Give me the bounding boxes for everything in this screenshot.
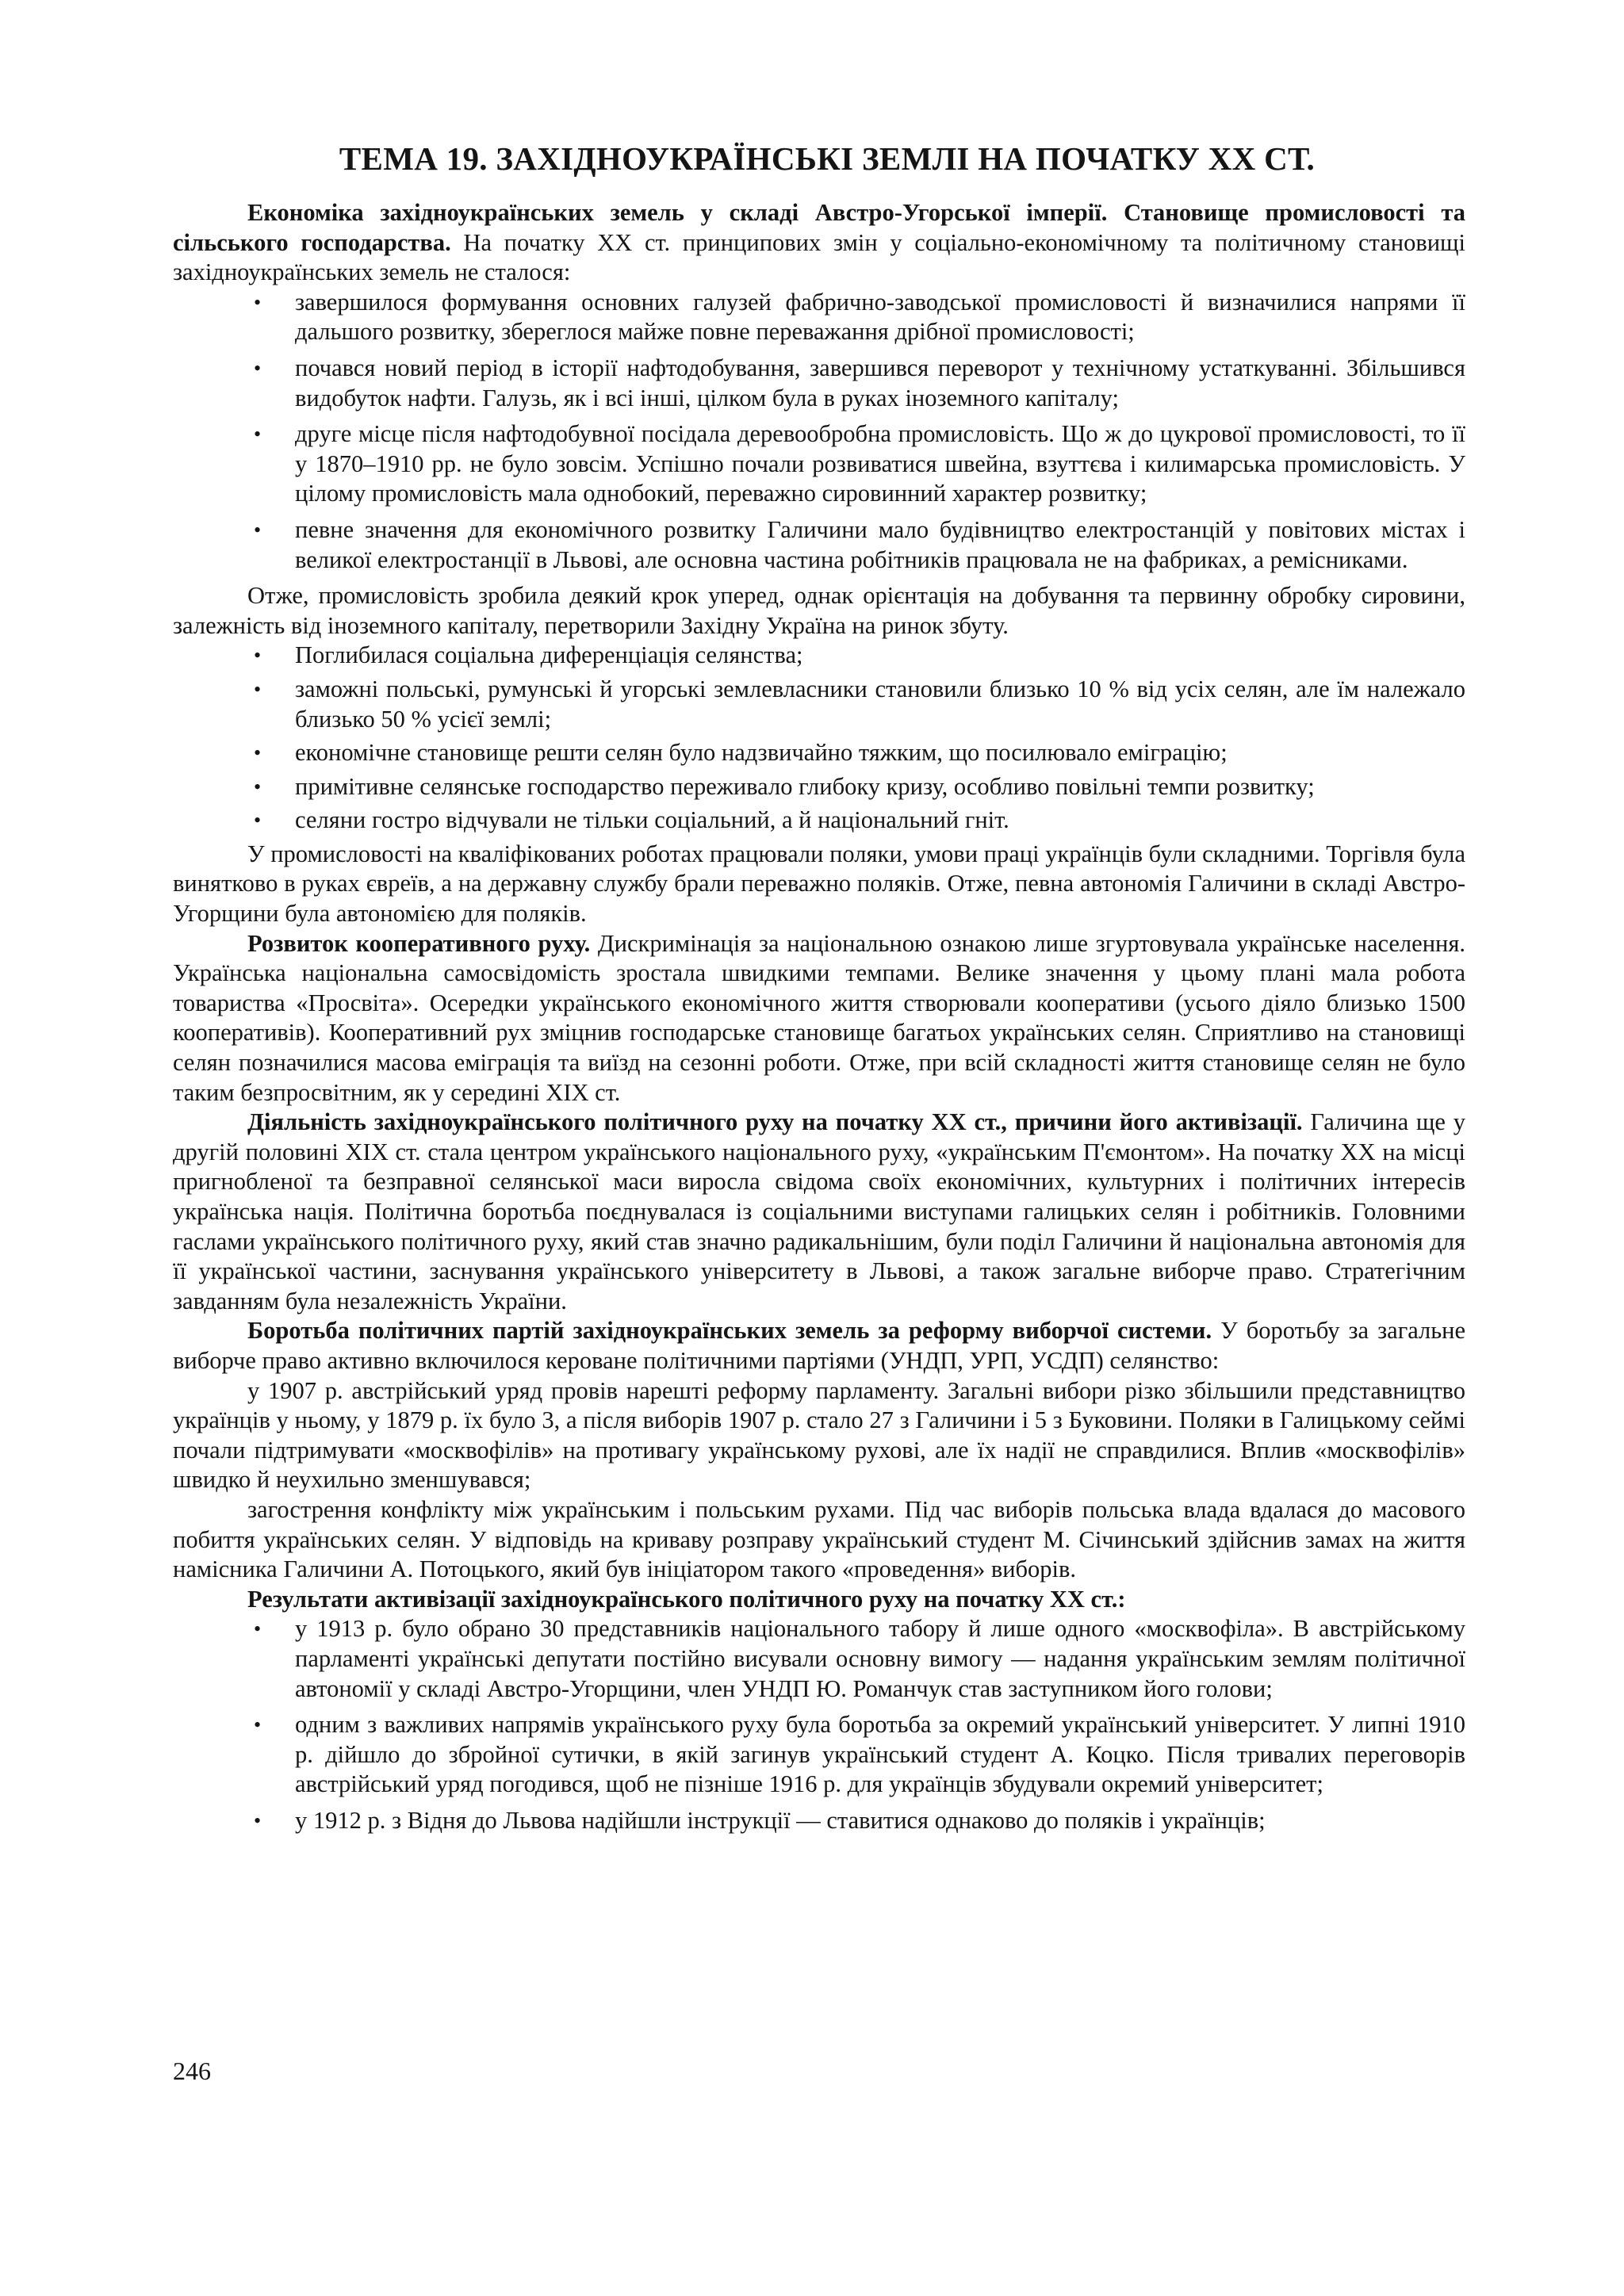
bullet-list-results	[173, 1614, 1465, 1835]
list-item: • Поглибилася соціальна диференціація селянства;	[173, 641, 1465, 671]
section-heading-results: Результати активізації західноукраїнського політичного руху на початку XX ст.:	[247, 1585, 1126, 1613]
list-item: • друге місце після нафтодобувної посідала деревообробна промисловість. Що ж до цукрової промисловості, то її у 1870–1910 рр. не було зовсім. Успішно почали розвиватися швейна, взуттєва і килимарська промисловість. У цілому промисловість мала однобокий, переважно сировинний характер розвитку;	[254, 420, 1465, 507]
bullet-icon: •	[254, 775, 262, 798]
bullet-icon: •	[254, 741, 262, 765]
bullet-icon: •	[254, 1808, 262, 1832]
bullet-icon: •	[254, 356, 262, 380]
list-item: • економічне становище решти селян було надзвичайно тяжким, що посилювало еміграцію;	[173, 738, 1465, 768]
bullet-icon: •	[254, 290, 262, 314]
paragraph-electoral-reform	[173, 1316, 1465, 1376]
paragraph-economy	[173, 198, 1465, 288]
page-title: ТЕМА 19. ЗАХІДНОУКРАЇНСЬКІ ЗЕМЛІ НА ПОЧАТКУ XX СТ.	[339, 140, 1316, 177]
paragraph-parliament-reform: у 1907 р. австрійський уряд провів нарешті реформу парламенту. Загальні вибори різко збільшили представництво українців у ньому, у 1879 р. їх було 3, а після виборів 1907 р. стало 27 з Галичини і 5 з Буковини. Поляки в Галицькому сеймі почали підтримувати «москвофілів» на противагу українському рухові, але їх надії не справдилися. Вплив «москвофілів» швидко й неухильно зменшувався;	[173, 1376, 1465, 1494]
bullet-list-economy	[173, 288, 1465, 575]
list-item: • одним з важливих напрямів українського руху була боротьба за окремий український університет. У липні 1910 р. дійшло до збройної сутички, в якій загинув український студент А. Коцко. Після тривалих переговорів австрійський уряд погодився, щоб не пізніше 1916 р. для українців збудували окремий університет;	[254, 1711, 1465, 1798]
paragraph-summary-industry: Отже, промисловість зробила деякий крок уперед, однак орієнтація на добування та первинну обробку сировини, залежність від іноземного капіталу, перетворили Західну Україна на ринок збуту.	[173, 582, 1465, 639]
bullet-icon: •	[254, 518, 262, 541]
section-heading-electoral-reform: Боротьба політичних партій західноукраїнських земель за реформу виборчої системи.	[247, 1317, 1212, 1345]
list-item: • заможні польські, румунські й угорські землевласники становили близько 10 % від усіх селян, але їм належало близько 50 % усієї землі;	[254, 675, 1465, 733]
section-heading-economy: Економіка західноукраїнських земель у складі Австро-Угорської імперії. Становище промисловості та сільського господарства.	[173, 199, 1465, 256]
paragraph-text: У боротьбу за загальне виборче право активно включилося кероване політичними партіями (УНДП, УРП, УСДП) селянство:	[173, 1317, 1465, 1374]
list-item: • селяни гостро відчували не тільки соціальний, а й національний гніт.	[173, 806, 1465, 836]
list-item: • у 1913 р. було обрано 30 представників національного табору й лише одного «москвофіла». В австрійському парламенті українські депутати постійно висували основну вимогу — надання українським землям політичної автономії у складі Австро-Угорщини, член УНДП Ю. Романчук став заступником його голови;	[254, 1615, 1465, 1702]
bullet-list-peasantry	[173, 641, 1465, 836]
list-item: • певне значення для економічного розвитку Галичини мало будівництво електростанцій у повітових містах і великої електростанції в Львові, але основна частина робітників працювала не на фабриках, а ремісниками.	[254, 515, 1465, 573]
paragraph-conflict: загострення конфлікту між українським і польським рухами. Під час виборів польська влада вдалася до масового побиття українських селян. У відповідь на криваву розправу український студент М. Січинський здійснив замах на життя намісника Галичини А. Потоцького, який був ініціатором такого «проведення» виборів.	[173, 1495, 1465, 1583]
page-number: 246	[173, 2057, 211, 2085]
paragraph-text: Дискримінація за національною ознакою лише згуртовувала українське населення. Українська національна самосвідомість зростала швидкими темпами. Велике значення у цьому плані мала робота товариства «Просвіта». Осередки українського економічного життя створювали кооперативи (усього діяло близько 1500 кооперативів). Кооперативний рух зміцнив господарське становище багатьох українських селян. Сприятливо на становищі селян позначилися масова еміграція та виїзд на сезонні роботи. Отже, при всій складності життя становище селян не було таким безпросвітним, як у середині XIX ст.	[173, 929, 1465, 1106]
bullet-icon: •	[254, 423, 262, 446]
paragraph-cooperative	[173, 929, 1465, 1108]
bullet-icon: •	[254, 1713, 262, 1737]
bullet-icon: •	[254, 1617, 262, 1641]
bullet-icon: •	[254, 644, 262, 668]
list-item: • почався новий період в історії нафтодобування, завершився переворот у технічному устаткуванні. Збільшився видобуток нафти. Галузь, як і всі інші, цілком була в руках іноземного капіталу;	[254, 354, 1465, 411]
paragraph-text: На початку XX ст. принципових змін у соціально-економічному та політичному становищі західноукраїнських земель не сталося:	[173, 228, 1466, 286]
section-heading-political-movement: Діяльність західноукраїнського політичного руху на початку XX ст., причини його активізації.	[247, 1108, 1303, 1136]
bullet-icon: •	[254, 677, 262, 701]
section-heading-cooperative: Розвиток кооперативного руху.	[247, 929, 591, 957]
paragraph-labour: У промисловості на кваліфікованих роботах працювали поляки, умови праці українців були складними. Торгівля була винятково в руках євреїв, а на державну службу брали переважно поляків. Отже, певна автономія Галичини в складі Австро-Угорщини була автономією для поляків.	[173, 840, 1465, 928]
bullet-icon: •	[254, 809, 262, 832]
list-item: • у 1912 р. з Відня до Львова надійшли інструкції — ставитися однаково до поляків і українців;	[173, 1806, 1465, 1836]
paragraph-text: Галичина ще у другій половині XIX ст. стала центром українського національного руху, «українським П'ємонтом». На початку XX на місці пригнобленої та безправної селянської маси виросла свідома своїх економічних, культурних і політичних інтересів українська нація. Політична боротьба поєднувалася із соціальними виступами галицьких селян і робітників. Головними гаслами українського політичного руху, який став значно радикальнішим, були поділ Галичини й національна автономія для її української частини, заснування українського університету в Львові, а також загальне виборче право. Стратегічним завданням була незалежність України.	[173, 1108, 1466, 1314]
list-item: • завершилося формування основних галузей фабрично-заводської промисловості й визначилися напрями її дальшого розвитку, збереглося майже повне переважання дрібної промисловості;	[254, 288, 1465, 346]
paragraph-political-movement	[173, 1108, 1465, 1316]
list-item: • примітивне селянське господарство переживало глибоку кризу, особливо повільні темпи розвитку;	[173, 772, 1465, 802]
paragraph-results	[173, 1585, 1465, 1615]
